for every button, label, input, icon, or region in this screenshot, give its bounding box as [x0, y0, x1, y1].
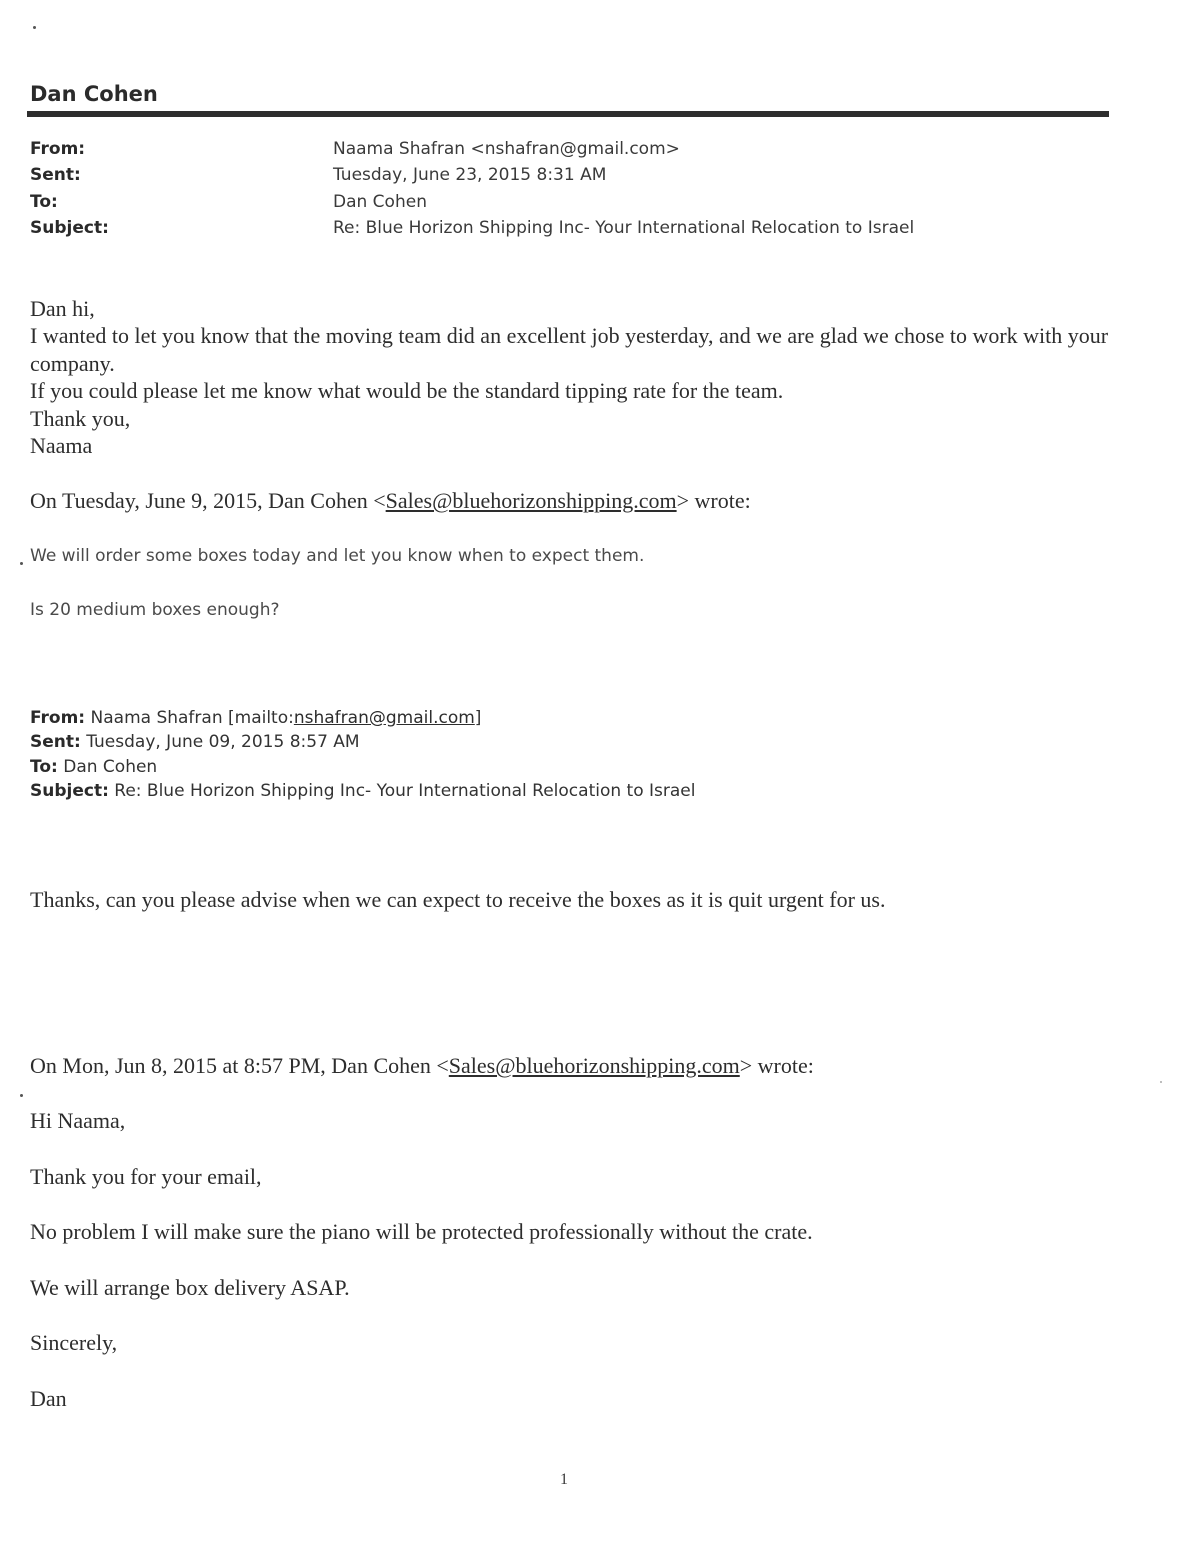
message-signature: Dan	[30, 1385, 67, 1411]
quote-attribution-1	[30, 488, 751, 514]
sent-label: Sent:	[30, 165, 81, 186]
to-label: To:	[30, 191, 58, 212]
message-line: No problem I will make sure the piano will be protected professionally without the crate.	[30, 1219, 813, 1244]
quote-prefix: On Mon, Jun 8, 2015 at 8:57 PM, Dan Cohen <	[30, 1053, 449, 1078]
quoted-from-row	[30, 708, 695, 732]
sales-email-link[interactable]: Sales@bluehorizonshipping.com	[448, 1053, 740, 1078]
page-number: 1	[560, 1471, 568, 1488]
message-line: If you could please let me know what would be the standard tipping rate for the team.	[30, 378, 784, 404]
message-line: We will arrange box delivery ASAP.	[30, 1274, 350, 1300]
to-value: Dan Cohen	[333, 191, 427, 212]
email-header	[0, 139, 1200, 244]
reply-line: We will order some boxes today and let you know when to expect them.	[30, 546, 645, 566]
quoted-to-label: To:	[30, 756, 58, 777]
message-body-latest	[30, 295, 1110, 459]
quoted-from-email-link[interactable]: nshafran@gmail.com	[293, 708, 475, 728]
mailbox-owner-name: Dan Cohen	[30, 82, 158, 106]
quoted-subject-value: Re: Blue Horizon Shipping Inc- Your International Relocation to Israel	[108, 781, 696, 802]
header-to-row	[0, 192, 1200, 218]
message-greeting: Hi Naama,	[30, 1108, 126, 1133]
scan-speck	[20, 562, 23, 565]
message-body-thanks: Thanks, can you please advise when we can expect to receive the boxes as it is quit urgent for us.	[30, 887, 886, 912]
message-signature: Naama	[30, 433, 93, 459]
from-value: Naama Shafran <nshafran@gmail.com>	[333, 139, 680, 159]
quoted-from-prefix: Naama Shafran [mailto:	[85, 708, 294, 728]
quoted-email-header	[30, 708, 695, 806]
message-body-original	[30, 1108, 813, 1441]
message-closing: Sincerely,	[30, 1330, 118, 1355]
scan-speck	[33, 26, 36, 29]
message-closing: Thank you,	[30, 405, 131, 431]
scan-speck	[1160, 1081, 1162, 1083]
quoted-from-suffix: ]	[474, 708, 482, 728]
header-subject-row	[0, 218, 1200, 244]
message-greeting: Dan hi,	[30, 296, 95, 321]
quoted-from-label: From:	[30, 708, 86, 728]
quoted-subject-row	[30, 781, 695, 805]
quote-attribution-2	[30, 1053, 814, 1079]
from-label: From:	[30, 139, 86, 159]
header-from-row	[0, 139, 1200, 165]
message-line: I wanted to let you know that the moving team did an excellent job yesterday, and we are glad we chose to work with your company.	[30, 323, 1109, 376]
subject-value: Re: Blue Horizon Shipping Inc- Your International Relocation to Israel	[333, 217, 915, 238]
quoted-to-row	[30, 757, 695, 781]
quote-suffix: > wrote:	[676, 488, 751, 513]
quoted-sent-value: Tuesday, June 09, 2015 8:57 AM	[80, 732, 360, 753]
quote-suffix: > wrote:	[739, 1053, 814, 1078]
reply-question: Is 20 medium boxes enough?	[30, 600, 280, 620]
quote-prefix: On Tuesday, June 9, 2015, Dan Cohen <	[30, 488, 386, 513]
quoted-sent-label: Sent:	[30, 732, 81, 753]
quoted-subject-label: Subject:	[30, 781, 109, 802]
sales-email-link[interactable]: Sales@bluehorizonshipping.com	[385, 488, 677, 513]
scan-speck	[20, 1094, 23, 1097]
sent-value: Tuesday, June 23, 2015 8:31 AM	[333, 165, 607, 186]
header-sent-row	[0, 165, 1200, 191]
message-line: Thank you for your email,	[30, 1163, 262, 1189]
subject-label: Subject:	[30, 217, 109, 238]
quoted-sent-row	[30, 732, 695, 756]
quoted-to-value: Dan Cohen	[57, 756, 158, 777]
header-rule	[27, 111, 1109, 117]
